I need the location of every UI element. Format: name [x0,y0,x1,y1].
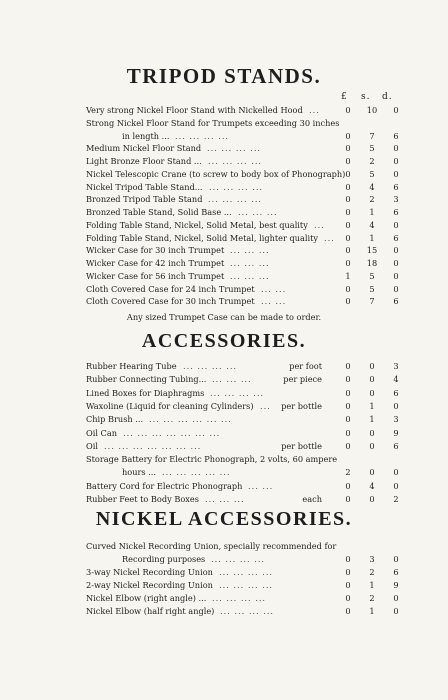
price-shillings: 2 [369,194,375,205]
item-label: Lined Boxes for Diaphragms [86,387,205,398]
price-pence: 2 [393,494,399,504]
price-shillings: 2 [369,593,375,603]
price-row [86,373,416,385]
price-row [86,453,416,465]
price-pounds: 0 [345,258,351,268]
item-label: Nickel Elbow (half right angle) [86,606,215,616]
leader-dots: ... ... [261,283,287,294]
item-label: hours ... [122,467,157,478]
price-pence: 3 [393,194,399,205]
price-shillings: 1 [369,400,375,411]
price-cell [338,592,406,604]
col-head-pounds: £ [341,92,348,102]
price-pence: 9 [393,580,399,590]
price-pence: 6 [393,567,399,577]
item-label: Rubber Connecting Tubing... [86,374,207,385]
item-label: in length ... [122,130,170,141]
price-shillings: 1 [369,232,375,243]
leader-dots: ... [260,400,271,411]
price-pence: 0 [393,400,399,411]
price-row [86,400,416,412]
price-pence: 6 [393,387,399,398]
price-pence: 0 [393,270,399,281]
price-cell [338,257,406,269]
price-shillings: 0 [369,494,375,504]
trumpet-case-note: Any sized Trumpet Case can be made to order. [126,312,322,322]
price-shillings: 4 [369,219,375,230]
price-pence: 0 [393,554,399,564]
price-shillings: 0 [369,467,375,478]
price-cell [338,193,406,205]
price-pounds: 0 [345,232,351,243]
price-shillings: 4 [369,181,375,192]
price-pounds: 0 [345,245,351,256]
price-pence: 0 [393,593,399,603]
price-shillings: 0 [369,440,375,451]
price-shillings: 0 [369,387,375,398]
price-pounds: 0 [345,606,351,616]
price-cell [338,270,406,282]
price-row [86,540,416,552]
leader-dots: ... ... ... ... [210,387,265,398]
price-cell [338,142,406,154]
leader-dots: ... ... [248,480,274,491]
price-shillings: 4 [369,480,375,491]
price-cell [338,605,406,617]
unit-label: per bottle [281,440,322,451]
price-cell [338,168,406,180]
price-cell [338,130,406,142]
item-label: Wicker Case for 42 inch Trumpet [86,258,225,268]
item-label: Nickel Tripod Table Stand... [86,181,203,192]
item-label: Strong Nickel Floor Stand for Trumpets exceeding 30 inches [86,117,340,128]
price-row [86,181,416,193]
price-cell [338,219,406,231]
item-label: Cloth Covered Case for 30 inch Trumpet [86,296,255,307]
price-pounds: 0 [345,387,351,398]
price-cell [338,493,406,505]
price-row [86,244,416,256]
price-shillings: 7 [369,296,375,307]
price-pounds: 1 [345,270,351,281]
price-cell [338,579,406,591]
leader-dots: ... ... ... ... [208,194,263,205]
item-label: Nickel Elbow (right angle) ... [86,593,207,603]
price-pence: 0 [393,467,399,478]
price-pounds: 0 [345,207,351,217]
price-cell [338,360,406,372]
item-label: 2-way Nickel Recording Union [86,580,213,590]
price-pence: 6 [393,207,399,217]
price-pounds: 0 [345,194,351,205]
price-pounds: 0 [345,374,351,385]
item-label: Oil [86,440,98,451]
leader-dots: ... ... ... [205,494,245,504]
leader-dots: ... ... ... ... [219,580,274,590]
price-pence: 0 [393,245,399,256]
item-label: Curved Nickel Recording Union, specially recommended for [86,541,337,551]
price-pence: 0 [393,258,399,268]
leader-dots: ... ... ... ... [219,567,274,577]
price-pounds: 2 [345,467,351,478]
price-pounds: 0 [345,219,351,230]
item-label: Very strong Nickel Floor Stand with Nickelled Hood [86,105,303,115]
price-row [86,480,416,492]
price-pence: 0 [393,283,399,294]
price-shillings: 0 [369,427,375,438]
price-shillings: 7 [369,130,375,141]
price-row [86,283,416,295]
price-row [86,295,416,307]
price-pounds: 0 [345,427,351,438]
item-label: Wicker Case for 56 inch Trumpet [86,270,225,281]
price-pounds: 0 [345,480,351,491]
item-label: Battery Cord for Electric Phonograph [86,480,243,491]
item-label: Folding Table Stand, Nickel, Solid Metal, lighter quality [86,232,319,243]
price-shillings: 18 [366,258,378,268]
leader-dots: ... [309,105,320,115]
price-pounds: 0 [345,440,351,451]
price-row [86,579,416,591]
price-cell [338,295,406,307]
leader-dots: ... ... ... ... [212,593,267,603]
price-row [86,553,416,565]
item-label: Medium Nickel Floor Stand [86,143,202,154]
price-row [86,257,416,269]
item-label: Recording purposes [122,554,206,564]
item-label: Nickel Telescopic Crane (to screw to body box of Phonograph) [86,168,346,179]
price-row [86,168,416,180]
price-pence: 6 [393,181,399,192]
leader-dots: ... ... ... [212,374,252,385]
price-pence: 3 [393,361,399,371]
col-head-shillings: s. [361,92,371,102]
price-cell [338,387,406,399]
price-pounds: 0 [345,554,351,564]
price-cell [338,566,406,578]
price-pence: 0 [393,480,399,491]
price-cell [338,440,406,452]
item-label: Chip Brush ... [86,414,144,425]
price-cell [338,373,406,385]
price-cell [338,466,406,478]
price-row [86,130,416,142]
price-pounds: 0 [345,567,351,577]
leader-dots: ... ... ... ... [175,130,230,141]
price-cell [338,244,406,256]
price-cell [338,283,406,295]
price-pence: 0 [393,168,399,179]
price-row [86,592,416,604]
price-pence: 6 [393,232,399,243]
leader-dots: ... ... ... ... [220,606,275,616]
price-cell [338,427,406,439]
accessories-title: ACCESSORIES. [141,330,307,352]
price-cell [338,400,406,412]
price-cell [338,155,406,167]
unit-label: per bottle [281,400,322,411]
price-pence: 6 [393,296,399,307]
item-label: Rubber Feet to Body Boxes [86,494,199,504]
price-cell [338,104,406,116]
price-pounds: 0 [345,181,351,192]
price-row [86,142,416,154]
price-pence: 6 [393,440,399,451]
price-pounds: 0 [345,105,351,115]
price-cell [338,480,406,492]
price-row [86,104,416,116]
price-row [86,155,416,167]
item-label: 3-way Nickel Recording Union [86,567,213,577]
leader-dots: ... ... ... ... ... ... ... [104,440,202,451]
price-cell [338,232,406,244]
tripod-stands-title: TRIPOD STANDS. [126,64,322,88]
price-row [86,493,416,505]
price-shillings: 1 [369,606,375,616]
item-label: Rubber Hearing Tube [86,361,177,371]
leader-dots: ... ... ... [238,207,278,217]
price-shillings: 5 [369,168,375,179]
item-label: Bronzed Tripod Table Stand [86,194,203,205]
price-row [86,440,416,452]
price-cell [338,553,406,565]
leader-dots: ... ... [261,296,287,307]
price-pence: 6 [393,130,399,141]
price-cell [338,413,406,425]
price-row [86,360,416,372]
leader-dots: ... ... ... ... ... ... [149,414,232,425]
item-label: Bronzed Table Stand, Solid Base ... [86,207,232,217]
price-pounds: 0 [345,168,351,179]
price-pounds: 0 [345,296,351,307]
item-label: Wicker Case for 30 inch Trumpet [86,245,225,256]
price-shillings: 2 [369,156,375,166]
leader-dots: ... ... ... ... [183,361,238,371]
price-shillings: 10 [366,105,378,115]
price-pounds: 0 [345,143,351,154]
price-pence: 3 [393,414,399,425]
unit-label: each [302,494,322,504]
price-row [86,466,416,478]
price-pence: 0 [393,105,399,115]
col-head-pence: d. [382,92,393,102]
price-shillings: 5 [369,283,375,294]
leader-dots: ... ... ... [230,245,270,256]
price-pounds: 0 [345,400,351,411]
price-pence: 0 [393,143,399,154]
leader-dots: ... [324,232,335,243]
leader-dots: ... ... ... ... [208,156,263,166]
price-cell [338,181,406,193]
price-pence: 0 [393,156,399,166]
leader-dots: ... ... ... [230,258,270,268]
price-pounds: 0 [345,283,351,294]
price-pounds: 0 [345,494,351,504]
price-row [86,117,416,129]
price-pounds: 0 [345,130,351,141]
item-label: Oil Can [86,427,117,438]
price-shillings: 1 [369,207,375,217]
nickel-accessories-title: NICKEL ACCESSORIES. [95,508,353,530]
price-row [86,605,416,617]
price-row [86,270,416,282]
price-pence: 0 [393,219,399,230]
price-pence: 4 [393,374,399,385]
price-pounds: 0 [345,593,351,603]
price-row [86,219,416,231]
price-row [86,566,416,578]
leader-dots: ... ... ... ... ... ... ... [123,427,221,438]
price-shillings: 2 [369,567,375,577]
price-pounds: 0 [345,361,351,371]
price-cell [338,206,406,218]
price-shillings: 15 [366,245,378,256]
unit-label: per piece [283,374,322,385]
price-pounds: 0 [345,580,351,590]
price-shillings: 0 [369,374,375,385]
leader-dots: ... [314,219,325,230]
price-shillings: 1 [369,414,375,425]
item-label: Waxoline (Liquid for cleaning Cylinders) [86,400,254,411]
item-label: Light Bronze Floor Stand ... [86,156,202,166]
leader-dots: ... ... ... ... [211,554,266,564]
item-label: Folding Table Stand, Nickel, Solid Metal, best quality [86,219,308,230]
price-pounds: 0 [345,414,351,425]
leader-dots: ... ... ... ... [209,181,264,192]
price-row [86,232,416,244]
leader-dots: ... ... ... [230,270,270,281]
price-shillings: 5 [369,270,375,281]
price-pence: 0 [393,606,399,616]
price-shillings: 1 [369,580,375,590]
price-row [86,193,416,205]
item-label: Cloth Covered Case for 24 inch Trumpet [86,283,255,294]
price-row [86,206,416,218]
price-row [86,427,416,439]
item-label: Storage Battery for Electric Phonograph, 2 volts, 60 ampere [86,454,338,465]
price-shillings: 5 [369,143,375,154]
price-row [86,413,416,425]
price-shillings: 3 [369,554,375,564]
price-shillings: 0 [369,361,375,371]
price-pence: 9 [393,427,399,438]
unit-label: per foot [289,361,322,371]
price-pounds: 0 [345,156,351,166]
price-row [86,387,416,399]
leader-dots: ... ... ... ... ... [162,467,231,478]
leader-dots: ... ... ... ... [207,143,262,154]
